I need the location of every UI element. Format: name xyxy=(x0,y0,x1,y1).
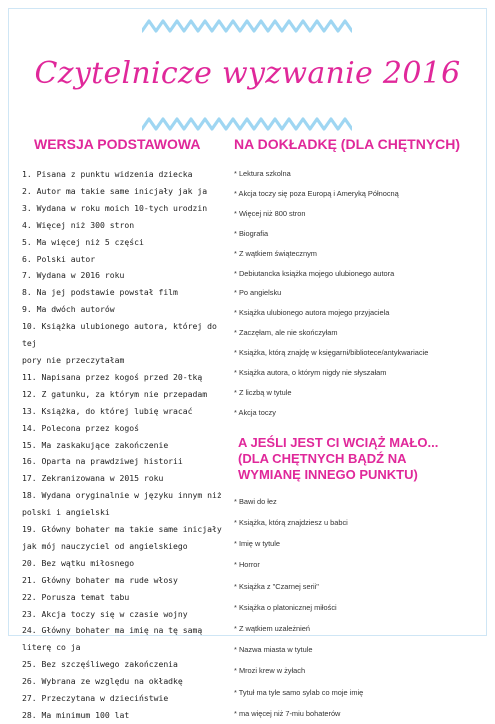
list-item: * Akcja toczy xyxy=(234,403,474,423)
more-list xyxy=(234,491,474,724)
list-item: 25. Bez szczęśliwego zakończenia xyxy=(22,659,178,670)
list-item: 7. Wydana w 2016 roku xyxy=(22,270,125,281)
list-item: 18. Wydana oryginalnie w języku innym niż xyxy=(22,490,222,501)
list-item: * Więcej niż 800 stron xyxy=(234,204,474,224)
list-item: * Bawi do łez xyxy=(234,491,474,512)
list-item: * Z liczbą w tytule xyxy=(234,383,474,403)
list-item: 13. Książka, do której lubię wracać xyxy=(22,405,193,416)
list-item: 3. Wydana w roku moich 10-tych urodzin xyxy=(22,202,208,213)
more-heading-line: WYMIANĘ INNEGO PUNKTU) xyxy=(238,466,418,482)
list-item: * Mrozi krew w żyłach xyxy=(234,660,474,681)
list-item: jak mój nauczyciel od angielskiego xyxy=(22,540,188,551)
list-item: 1. Pisana z punktu widzenia dziecka xyxy=(22,169,193,179)
list-item: 12. Z gatunku, za którym nie przepadam xyxy=(22,388,208,399)
list-item: 23. Akcja toczy się w czasie wojny xyxy=(22,608,188,619)
list-item: * ma więcej niż 7-miu bohaterów xyxy=(234,703,474,724)
page-title: Czytelnicze wyzwanie 2016 xyxy=(34,56,461,91)
list-item: 17. Zekranizowana w 2015 roku xyxy=(22,473,164,484)
list-item: * Książka z "Czarnej serii" xyxy=(234,576,474,597)
more-heading xyxy=(238,435,474,483)
list-item: 2. Autor ma takie same inicjały jak ja xyxy=(22,185,208,196)
basic-version-column xyxy=(22,136,232,724)
list-item: 10. Książka ulubionego autora, której do tej xyxy=(22,321,217,349)
list-item: literę co ja xyxy=(22,642,81,653)
list-item: pory nie przeczytałam xyxy=(22,354,125,365)
list-item: * Lektura szkolna xyxy=(234,164,474,184)
more-heading-line: (DLA CHĘTNYCH BĄDŹ NA xyxy=(238,450,407,466)
list-item: 19. Główny bohater ma takie same inicjały xyxy=(22,524,222,535)
list-item: * Tytuł ma tyle samo sylab co moje imię xyxy=(234,682,474,703)
list-item: * Horror xyxy=(234,554,474,575)
list-item: 27. Przeczytana w dzieciństwie xyxy=(22,693,169,704)
list-item: * Książka, którą znajdziesz u babci xyxy=(234,512,474,533)
list-item: * Po angielsku xyxy=(234,283,474,303)
zigzag-divider-top xyxy=(142,18,352,34)
zigzag-divider-middle xyxy=(142,116,352,132)
basic-version-heading: WERSJA PODSTAWOWA xyxy=(34,136,201,152)
list-item: 24. Główny bohater ma imię na tę samą xyxy=(22,625,203,636)
list-item: 16. Oparta na prawdziwej historii xyxy=(22,456,183,467)
list-item: 11. Napisana przez kogoś przed 20-tką xyxy=(22,371,203,382)
extra-heading: NA DOKŁADKĘ (DLA CHĘTNYCH) xyxy=(234,136,461,152)
list-item: * Książka o platonicznej miłości xyxy=(234,597,474,618)
list-item: * Zaczęłam, ale nie skończyłam xyxy=(234,323,474,343)
list-item: 20. Bez wątku miłosnego xyxy=(22,557,135,568)
list-item: 6. Polski autor xyxy=(22,253,96,264)
list-item: 8. Na jej podstawie powstał film xyxy=(22,287,178,298)
list-item: * Książka ulubionego autora mojego przyjaciela xyxy=(234,303,474,323)
list-item: 9. Ma dwóch autorów xyxy=(22,304,115,315)
list-item: 21. Główny bohater ma rude włosy xyxy=(22,574,178,585)
extra-list xyxy=(234,164,474,423)
list-item: 15. Ma zaskakujące zakończenie xyxy=(22,439,169,450)
list-item: * Debiutancka książka mojego ulubionego autora xyxy=(234,264,474,284)
list-item: * Nazwa miasta w tytule xyxy=(234,639,474,660)
list-item: * Książka autora, o którym nigdy nie słyszałam xyxy=(234,363,474,383)
list-item: * Biografia xyxy=(234,224,474,244)
list-item: 26. Wybrana ze względu na okładkę xyxy=(22,676,183,687)
list-item: polski i angielski xyxy=(22,507,110,518)
list-item: 14. Polecona przez kogoś xyxy=(22,422,139,433)
list-item: * Z wątkiem uzależnień xyxy=(234,618,474,639)
list-item: * Akcja toczy się poza Europą i Ameryką Północną xyxy=(234,184,474,204)
more-heading-line: A JEŚLI JEST CI WCIĄŻ MAŁO... xyxy=(238,434,439,450)
extra-column xyxy=(234,136,474,724)
list-item: * Imię w tytule xyxy=(234,533,474,554)
list-item: 22. Porusza temat tabu xyxy=(22,591,130,602)
list-item: 5. Ma więcej niż 5 części xyxy=(22,236,144,247)
basic-version-list xyxy=(22,166,232,724)
list-item: * Z wątkiem świątecznym xyxy=(234,244,474,264)
list-item: 28. Ma minimum 100 lat xyxy=(22,710,130,720)
list-item: 4. Więcej niż 300 stron xyxy=(22,219,135,230)
list-item: * Książka, którą znajdę w księgarni/bibliotece/antykwariacie xyxy=(234,343,474,363)
